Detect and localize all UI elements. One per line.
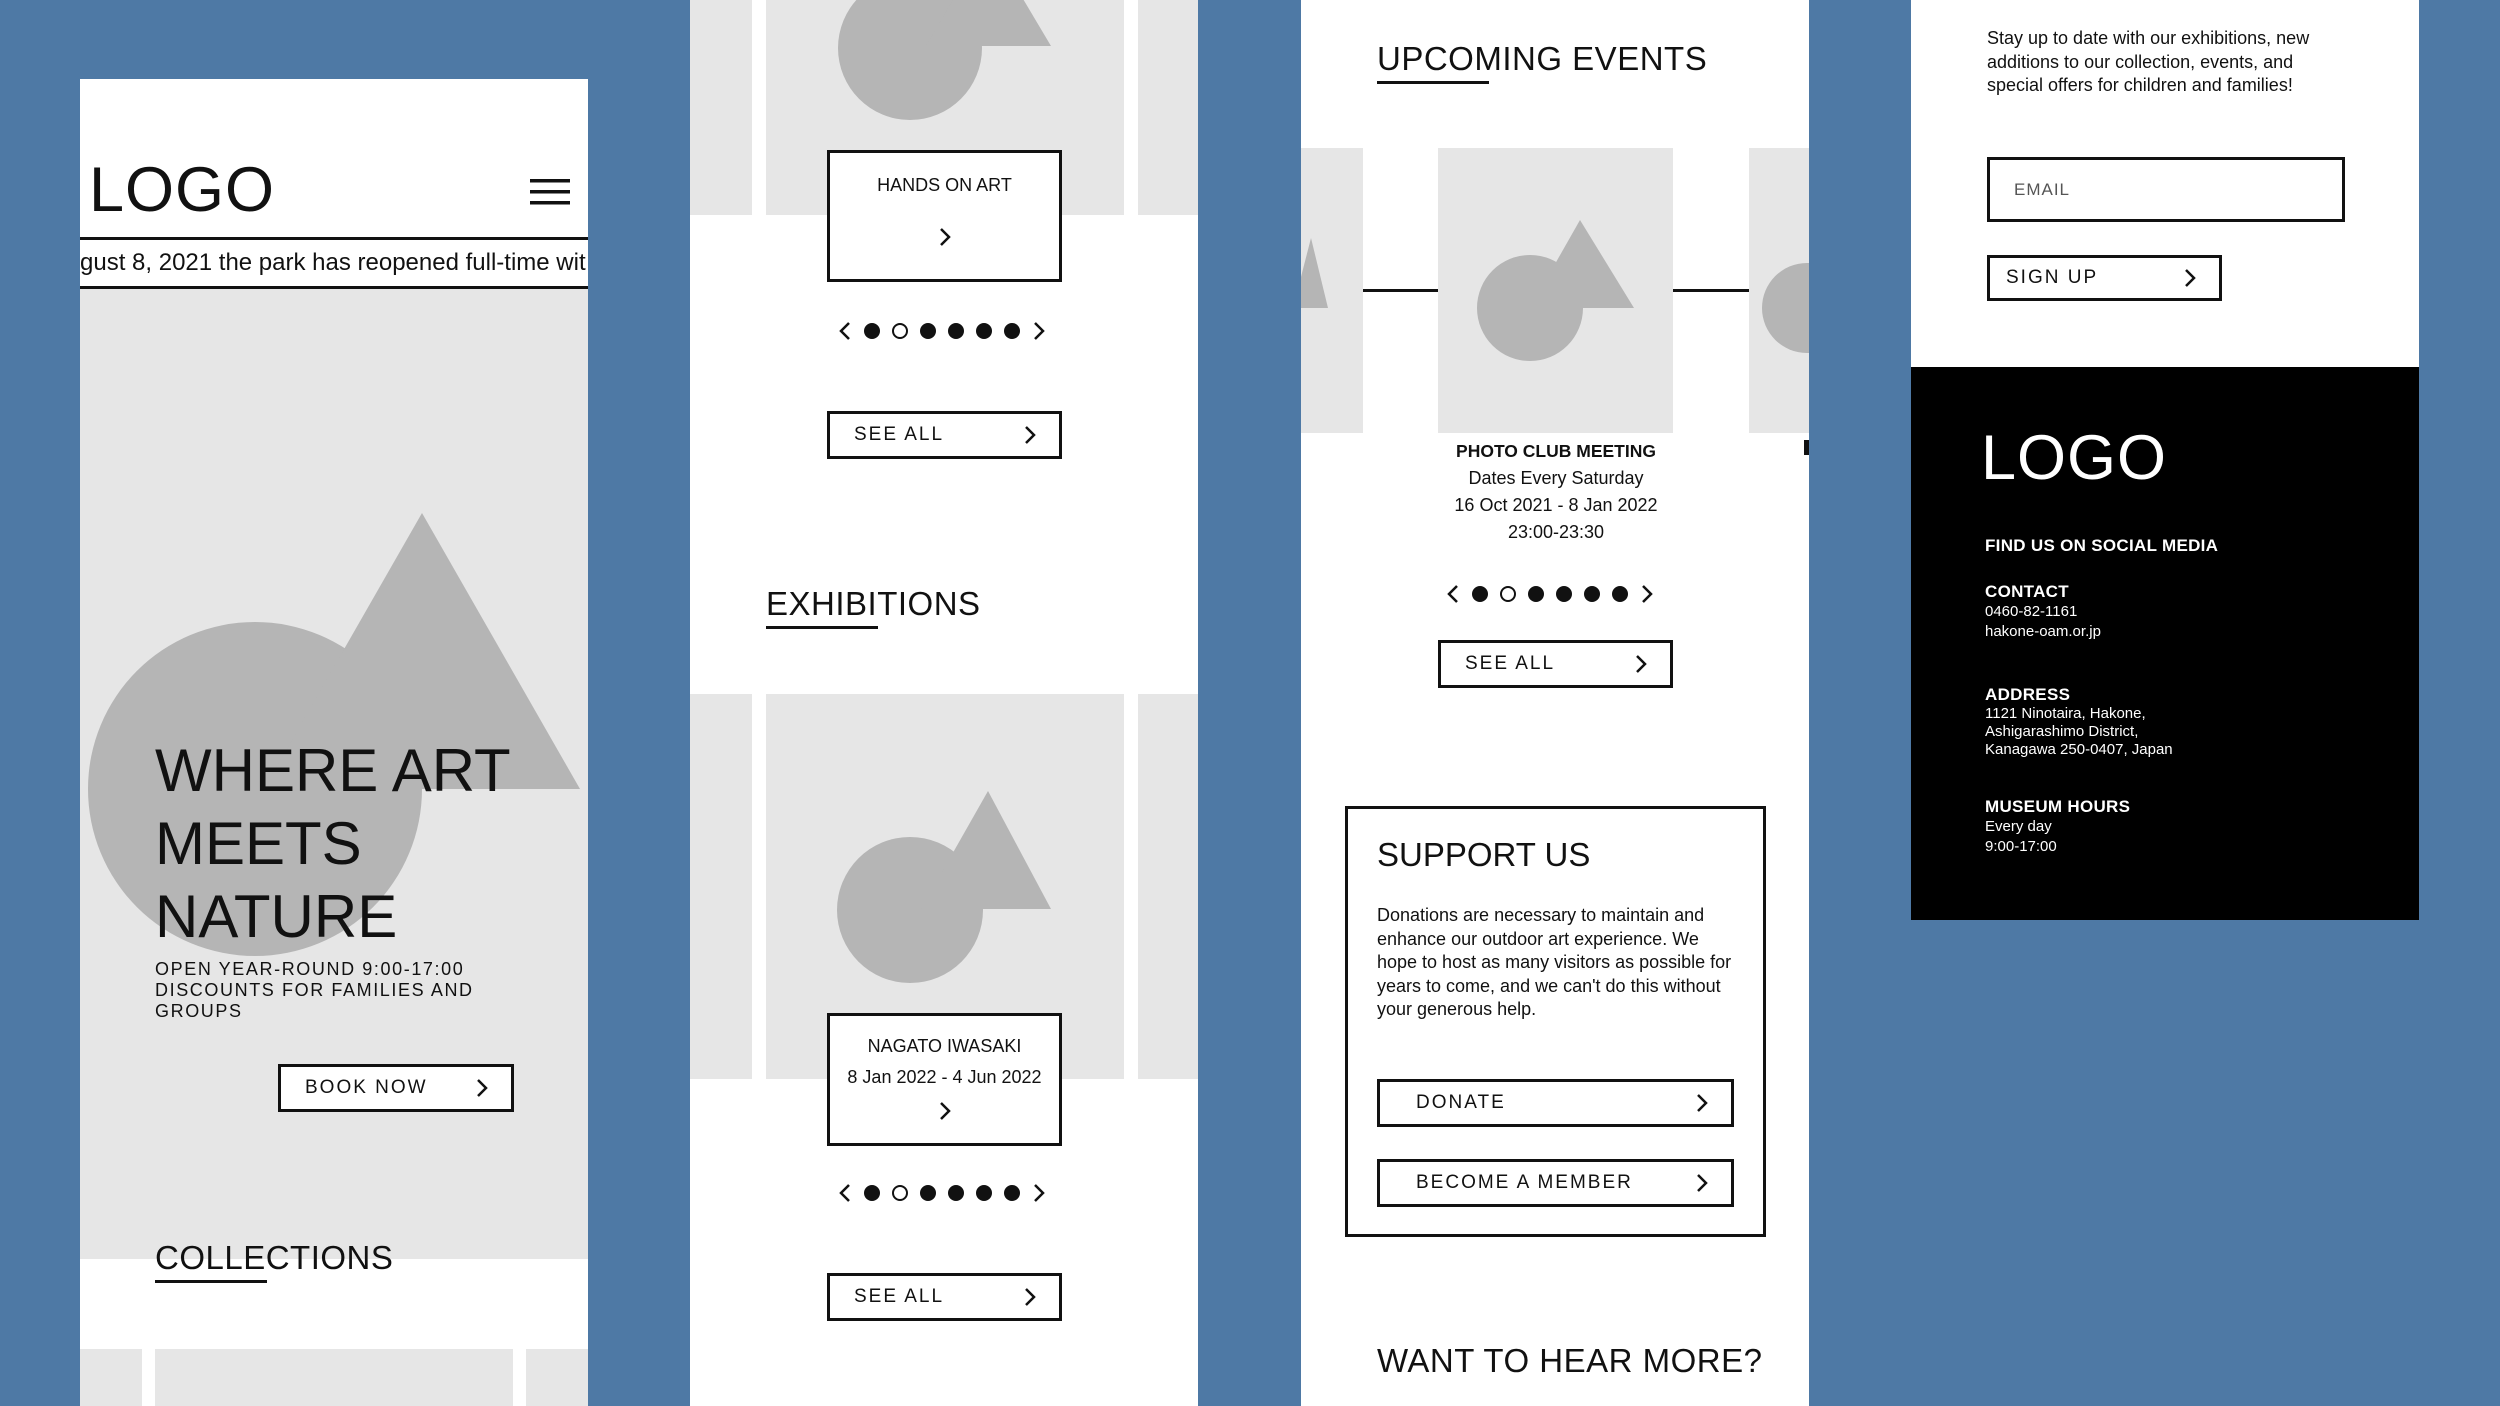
exhibition-card[interactable] [827,1013,1062,1146]
see-all-exhibitions-button[interactable] [827,1273,1062,1321]
address-section [1985,685,2173,759]
exhibition-card-title: NAGATO IWASAKI [867,1036,1022,1056]
hours-section [1985,797,2130,857]
become-member-label: BECOME A MEMBER [1416,1172,1633,1193]
event-time: 23:00-23:30 [1507,522,1605,542]
hours-time: 9:00-17:00 [1985,838,2057,855]
donate-button[interactable] [1377,1079,1734,1127]
collection-card-image[interactable] [155,1349,513,1406]
sign-up-label: SIGN UP [2006,267,2099,288]
hero-title [155,734,511,953]
email-placeholder: EMAIL [2014,180,2071,199]
hero-subtitle-line: OPEN YEAR-ROUND 9:00-17:00 [155,959,465,979]
carousel-dot[interactable] [1472,586,1488,602]
carousel-peek-right [1138,694,1198,1079]
chevron-right-icon [475,1077,489,1099]
event-title: PHOTO CLUB MEETING [1456,441,1656,461]
carousel-dot-active[interactable] [892,323,908,339]
carousel-peek-right [1138,0,1198,215]
book-now-label: BOOK NOW [305,1077,428,1098]
carousel-dot-active[interactable] [892,1185,908,1201]
exhibitions-heading: EXHIBITIONS [766,585,981,622]
carousel-dot[interactable] [976,323,992,339]
carousel-peek-left [1301,148,1363,433]
upcoming-events-heading: UPCOMING EVENTS [1377,40,1708,77]
contact-website[interactable]: hakone-oam.or.jp [1985,623,2101,640]
carousel-peek-right [526,1349,588,1406]
chevron-right-icon[interactable] [1640,583,1654,605]
heading-underline [766,626,878,629]
contact-phone[interactable]: 0460-82-1161 [1985,603,2078,620]
collection-card-title: HANDS ON ART [877,175,1012,195]
see-all-label: SEE ALL [854,424,945,445]
hero-image [80,289,588,1259]
support-us-text: Donations are necessary to maintain and enhance our outdoor art experience. We hope to host as many visitors as possible for years to come, and we can't do this without your generous help. [1377,905,1732,1019]
see-all-collections-button[interactable] [827,411,1062,459]
collection-card[interactable] [827,150,1062,282]
carousel-peek-left [690,0,752,215]
carousel-dot[interactable] [948,1185,964,1201]
chevron-left-icon[interactable] [838,320,852,342]
hero-title-line: MEETS [155,810,362,877]
hamburger-menu-icon[interactable] [530,177,570,207]
carousel-dot[interactable] [864,323,880,339]
mobile-events-support-panel [1301,0,1809,1406]
newsletter-text: Stay up to date with our exhibitions, new additions to our collection, events, and special offers for children and families! [1987,28,2310,95]
address-label: ADDRESS [1985,685,2071,704]
carousel-dot[interactable] [976,1185,992,1201]
chevron-right-icon [938,1100,952,1122]
footer-logo[interactable]: LOGO [1981,423,2168,493]
chevron-right-icon[interactable] [1032,1182,1046,1204]
announcement-ticker[interactable]: gust 8, 2021 the park has reopened full-time wit [80,249,586,276]
hero-subtitle-line: DISCOUNTS FOR FAMILIES AND [155,980,474,1000]
carousel-dot[interactable] [1004,323,1020,339]
mobile-collections-exhibitions-panel [690,0,1198,1406]
become-member-button[interactable] [1377,1159,1734,1207]
carousel-peek-left [690,694,752,1079]
collections-heading: COLLECTIONS [155,1239,394,1276]
timeline-line [1673,289,1749,292]
chevron-left-icon[interactable] [1446,583,1460,605]
chevron-right-icon [1023,424,1037,446]
carousel-dot[interactable] [1528,586,1544,602]
event-date-range: 16 Oct 2021 - 8 Jan 2022 [1454,495,1658,515]
hero-subtitle-line: GROUPS [155,1001,243,1021]
site-logo[interactable]: LOGO [89,155,276,225]
carousel-dot[interactable] [1556,586,1572,602]
placeholder-shapes [1301,148,1363,433]
hero-title-line: WHERE ART [155,737,511,804]
museum-hours-label: MUSEUM HOURS [1985,797,2131,816]
carousel-peek-left [80,1349,142,1406]
chevron-left-icon[interactable] [838,1182,852,1204]
support-us-heading: SUPPORT US [1377,836,1591,873]
donate-label: DONATE [1416,1092,1506,1113]
site-footer [1911,367,2419,920]
carousel-dot[interactable] [1612,586,1628,602]
carousel-dot[interactable] [920,1185,936,1201]
timeline-line [1363,289,1438,292]
address-line: 1121 Ninotaira, Hakone, [1985,705,2146,722]
social-media-label: FIND US ON SOCIAL MEDIA [1985,536,2219,555]
chevron-right-icon [938,226,952,248]
header-divider [80,237,588,240]
placeholder-shapes [1438,148,1673,433]
heading-underline [1377,81,1489,84]
carousel-dot-active[interactable] [1500,586,1516,602]
event-card-image[interactable] [1438,148,1673,433]
chevron-right-icon [1695,1172,1709,1194]
chevron-right-icon [1023,1286,1037,1308]
hero-title-line: NATURE [155,883,398,950]
contact-label: CONTACT [1985,582,2069,601]
address-line: Ashigarashimo District, [1985,723,2139,740]
see-all-label: SEE ALL [854,1286,945,1307]
email-field[interactable] [1987,157,2345,222]
exhibition-card-dates: 8 Jan 2022 - 4 Jun 2022 [847,1067,1042,1087]
book-now-button[interactable] [278,1064,514,1112]
want-to-hear-more-heading: WANT TO HEAR MORE? [1377,1342,1763,1379]
carousel-dot[interactable] [1004,1185,1020,1201]
carousel-dot[interactable] [1584,586,1600,602]
see-all-events-button[interactable] [1438,640,1673,688]
chevron-right-icon [2183,267,2197,289]
contact-section [1985,582,2101,642]
mobile-newsletter-footer-panel [1911,0,2419,920]
carousel-pagination [838,320,1046,342]
hero-subtitle [155,959,474,1022]
chevron-right-icon [1695,1092,1709,1114]
see-all-label: SEE ALL [1465,653,1556,674]
event-details [1401,438,1711,546]
support-us-box [1345,806,1766,1237]
event-dates-label: Dates Every Saturday [1468,468,1644,488]
carousel-pagination [1446,583,1654,605]
sign-up-button[interactable] [1987,255,2222,301]
next-event-title-peek [1804,440,1809,455]
chevron-right-icon [1634,653,1648,675]
heading-underline [155,1280,267,1283]
address-line: Kanagawa 250-0407, Japan [1985,741,2173,758]
carousel-dot[interactable] [920,323,936,339]
carousel-peek-right [1749,148,1809,433]
carousel-dot[interactable] [948,323,964,339]
carousel-pagination [838,1182,1046,1204]
carousel-dot[interactable] [864,1185,880,1201]
chevron-right-icon[interactable] [1032,320,1046,342]
placeholder-shapes [1749,148,1809,433]
mobile-home-panel [80,79,588,1406]
hours-days: Every day [1985,818,2052,835]
